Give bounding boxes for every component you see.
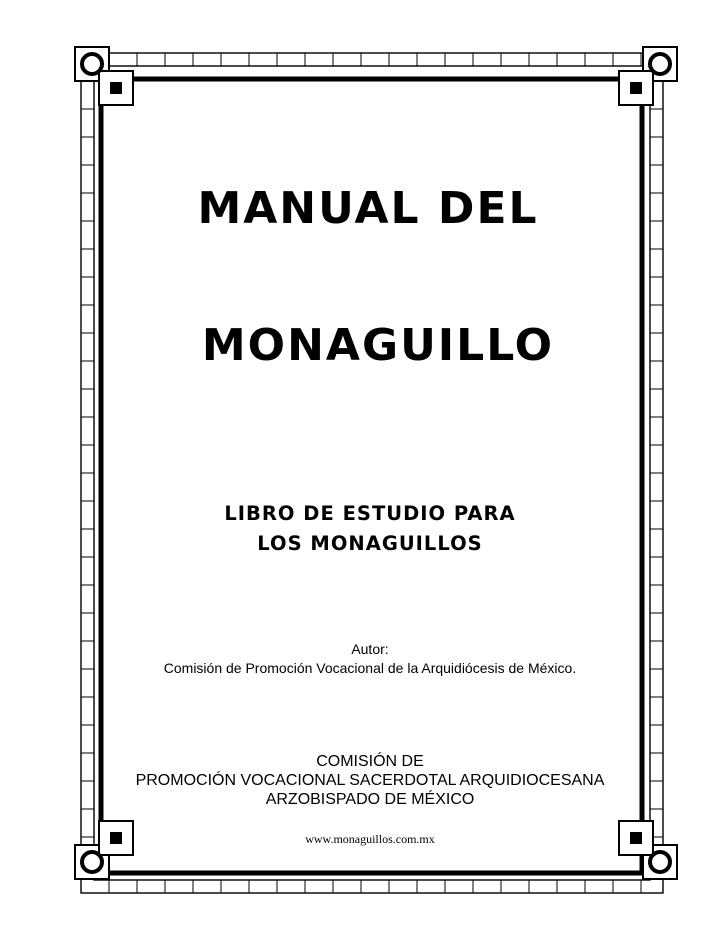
- title-line-2: MONAGUILLO: [201, 320, 555, 371]
- corner-ornament-icon: [619, 47, 677, 105]
- author-name: Comisión de Promoción Vocacional de la Arquidiócesis de México.: [163, 660, 577, 676]
- subtitle-line-2: LOS MONAGUILLOS: [257, 532, 483, 555]
- corner-ornament-icon: [619, 821, 677, 879]
- organization-line-1: COMISIÓN DE: [316, 753, 424, 770]
- subtitle-line-1: LIBRO DE ESTUDIO PARA: [224, 502, 516, 525]
- title-line-1: MANUAL DEL: [197, 183, 539, 234]
- website-url: www.monaguillos.com.mx: [305, 832, 435, 846]
- organization-line-2: PROMOCIÓN VOCACIONAL SACERDOTAL ARQUIDIOCESANA: [135, 772, 605, 789]
- corner-ornament-icon: [75, 47, 133, 105]
- corner-ornament-icon: [75, 821, 133, 879]
- organization-line-3: ARZOBISPADO DE MÉXICO: [265, 791, 475, 808]
- author-label: Autor:: [351, 641, 389, 657]
